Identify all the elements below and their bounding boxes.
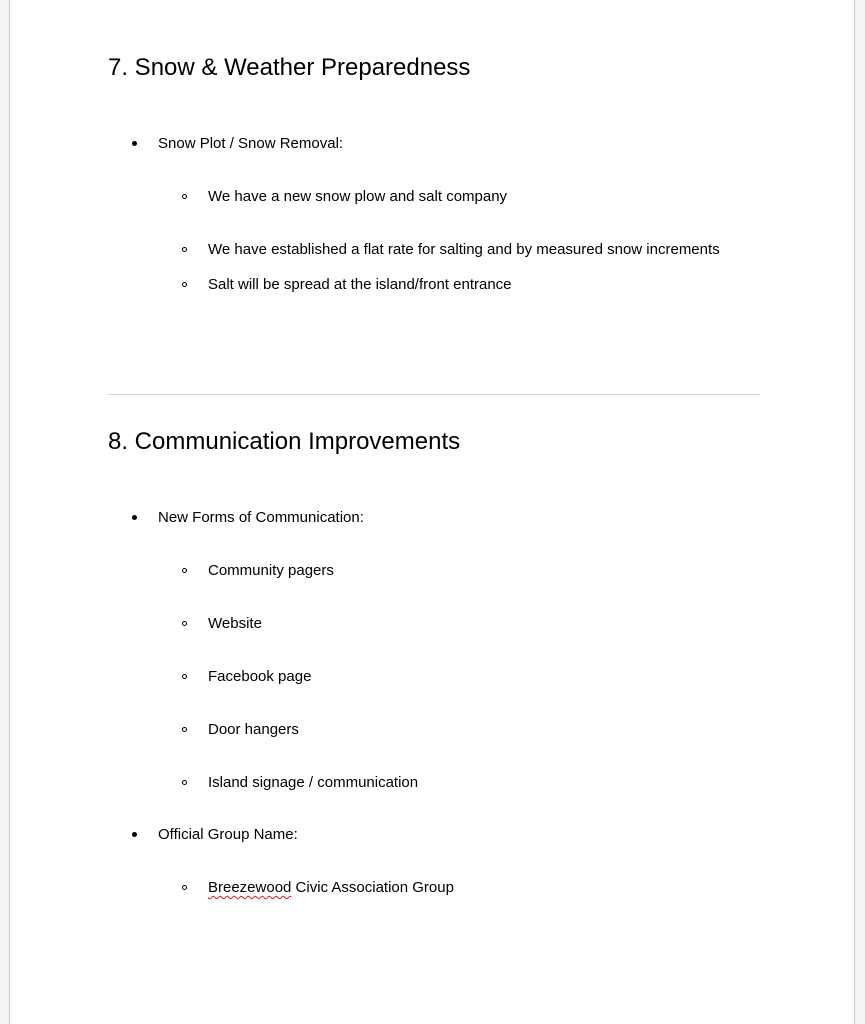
bullet-snow-removal — [132, 136, 343, 151]
sub-bullet-marker — [182, 885, 187, 890]
bullet-marker — [132, 141, 137, 146]
section-7-heading: 7. Snow & Weather Preparedness — [108, 54, 471, 81]
bullet-marker — [132, 832, 137, 837]
sub-bullet-marker — [182, 780, 187, 785]
sub-bullet-marker — [182, 621, 187, 626]
sub-item — [182, 775, 418, 790]
sub-bullet-marker — [182, 282, 187, 287]
bullet-label: New Forms of Communication: — [158, 509, 364, 526]
sub-item-text: Website — [208, 615, 262, 632]
sub-item — [182, 616, 262, 631]
sub-item — [182, 277, 512, 292]
sub-bullet-marker — [182, 568, 187, 573]
bullet-label: Official Group Name: — [158, 826, 298, 843]
spellcheck-flagged-word[interactable]: Breezewood — [208, 879, 292, 896]
section-divider — [108, 394, 760, 395]
sub-item-text: Salt will be spread at the island/front entrance — [208, 276, 512, 293]
document-page — [9, 0, 855, 1024]
sub-item-text: Facebook page — [208, 668, 312, 685]
sub-item — [182, 669, 311, 684]
bullet-new-forms — [132, 510, 364, 525]
bullet-label: Snow Plot / Snow Removal: — [158, 135, 344, 152]
sub-item-text: Door hangers — [208, 721, 299, 738]
sub-item — [182, 722, 299, 737]
sub-item-text: We have established a flat rate for salting and by measured snow increments — [208, 241, 720, 258]
sub-item-text: We have a new snow plow and salt company — [208, 188, 508, 205]
bullet-marker — [132, 515, 137, 520]
sub-item-text: Civic Association Group — [291, 879, 454, 896]
sub-bullet-marker — [182, 194, 187, 199]
sub-item-text: Community pagers — [208, 562, 334, 579]
sub-item — [182, 880, 454, 895]
sub-item — [182, 563, 334, 578]
sub-bullet-marker — [182, 247, 187, 252]
sub-bullet-marker — [182, 674, 187, 679]
sub-bullet-marker — [182, 727, 187, 732]
section-8-heading: 8. Communication Improvements — [108, 428, 461, 455]
bullet-official-group-name — [132, 827, 298, 842]
sub-item — [182, 242, 720, 257]
sub-item-text: Island signage / communication — [208, 774, 419, 791]
sub-item — [182, 189, 507, 204]
